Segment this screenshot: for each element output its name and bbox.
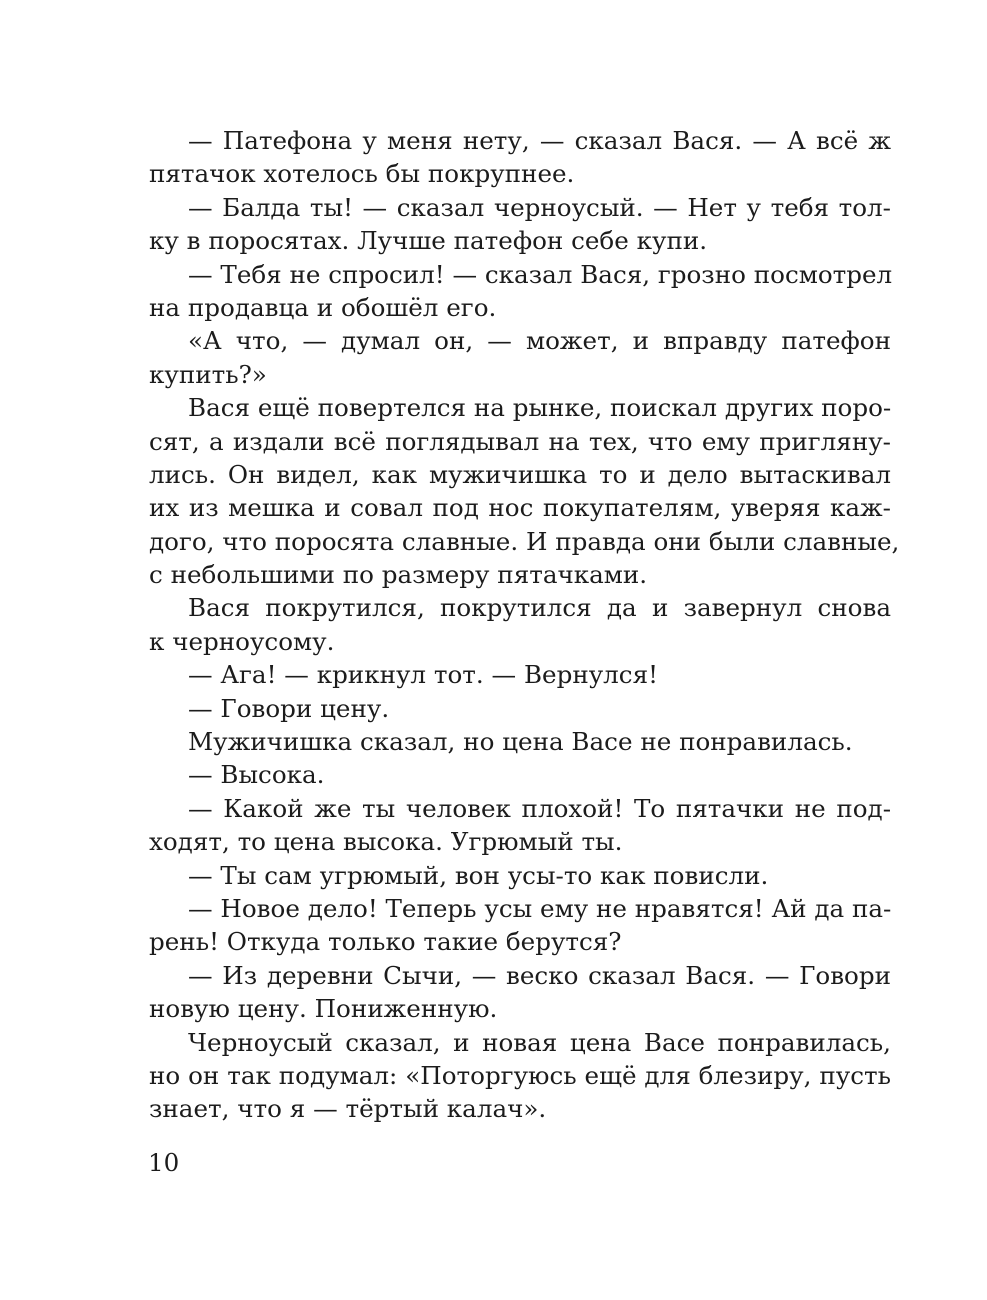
text-line: к черноусому. <box>149 626 335 656</box>
page-number: 10 <box>148 1148 180 1177</box>
text-line: на продавца и обошёл его. <box>149 292 497 322</box>
text-line: новую цену. Пониженную. <box>149 994 498 1024</box>
text-line: — Тебя не спросил! — сказал Вася, грозно посмотрел <box>188 259 893 289</box>
text-line: — Из деревни Сычи, — веско сказал Вася. — Говори <box>188 960 891 990</box>
text-line: лись. Он видел, как мужичишка то и дело вытаскивал <box>149 459 891 489</box>
text-line: — Какой же ты человек плохой! То пятачки не под- <box>188 793 891 823</box>
text-line: — Новое дело! Теперь усы ему не нравятся! Ай да па- <box>188 893 892 923</box>
text-line: знает, что я — тёртый калач». <box>149 1094 547 1124</box>
text-line: — Патефона у меня нету, — сказал Вася. — А всё ж <box>188 126 891 155</box>
text-line: — Балда ты! — сказал черноусый. — Нет у тебя тол- <box>188 192 891 222</box>
text-line: — Ага! — крикнул тот. — Вернулся! <box>188 660 658 690</box>
text-line: но он так подумал: «Поторгуюсь ещё для блезиру, пусть <box>149 1060 891 1090</box>
text-line: ходят, то цена высока. Угрюмый ты. <box>149 827 623 857</box>
text-line: их из мешка и совал под нос покупателям, уверяя каж- <box>149 493 891 523</box>
body-text <box>149 124 900 1126</box>
text-line: — Высока. <box>188 760 325 790</box>
text-line: — Говори цену. <box>188 693 390 723</box>
text-line: Вася покрутился, покрутился да и завернул снова <box>188 593 891 623</box>
text-line: пятачок хотелось бы покрупнее. <box>149 159 575 189</box>
text-line: с небольшими по размеру пятачками. <box>149 560 648 590</box>
text-line: — Ты сам угрюмый, вон усы-то как повисли. <box>188 860 769 890</box>
text-line: сят, а издали всё поглядывал на тех, что ему пригляну- <box>149 426 891 456</box>
text-line: дого, что поросята славные. И правда они были славные, <box>149 526 900 556</box>
text-line: купить?» <box>149 359 267 389</box>
text-line: рень! Откуда только такие берутся? <box>149 927 622 957</box>
text-line: ку в поросятах. Лучше патефон себе купи. <box>149 226 708 256</box>
text-line: «А что, — думал он, — может, и вправду патефон <box>188 326 891 356</box>
text-line: Мужичишка сказал, но цена Васе не понравилась. <box>188 727 853 757</box>
text-line: Черноусый сказал, и новая цена Васе понравилась, <box>188 1027 891 1057</box>
text-line: Вася ещё повертелся на рынке, поискал других поро- <box>188 393 892 423</box>
